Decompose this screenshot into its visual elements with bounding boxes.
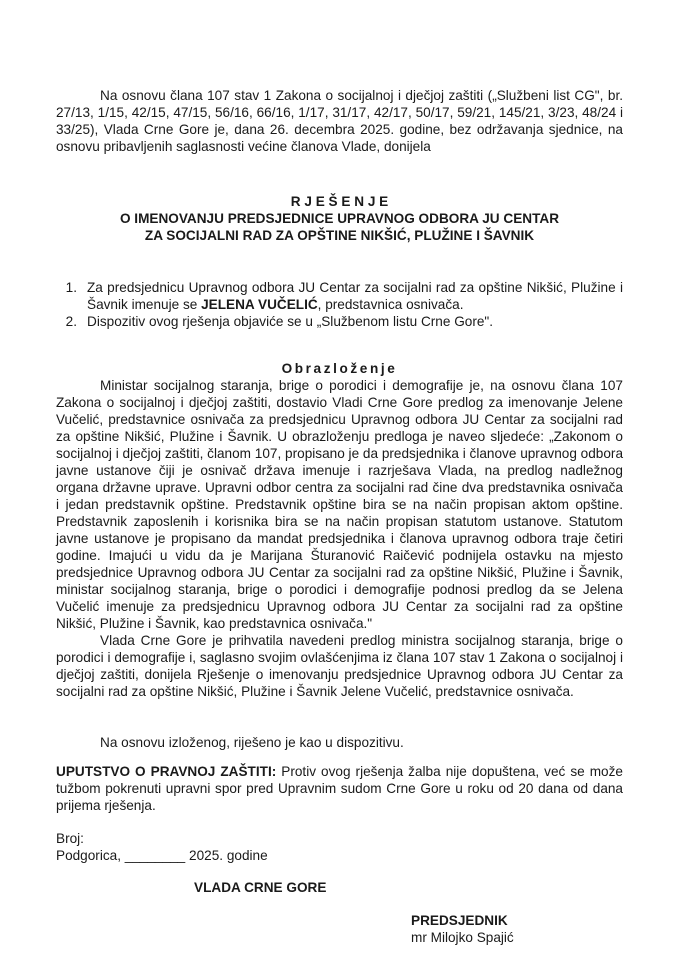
reasoning-paragraph-2: Vlada Crne Gore je prihvatila navedeni predlog ministra socijalnog staranja, brige o porodici i demografije i, saglasno svojim ovlašćenjima iz člana 107 stav 1 Zakona o socijalnoj i dječjoj zaštiti, donijela Rješenje o imenovanju predsjednice Upravnog odbora JU Centar za socijalni rad za opštine Nikšić, Plužine i Šavnik Jelene Vučelić, predstavnice osnivača. — [56, 633, 623, 699]
dispositive-list — [56, 279, 623, 330]
document-number-label: Broj: — [56, 831, 84, 846]
reasoning-paragraph-1: Ministar socijalnog staranja, brige o porodici i demografije je, na osnovu člana 107 Zakona o socijalnoj i dječjoj zaštiti, dostavio Vladi Crne Gore predlog za imenovanje Jelene Vučelić, predstavnice osnivača za predsjednicu Upravnog odbora JU Centar za socijalni rad za opštine Nikšić, Plužine i Šavnik. U obrazloženju predloga je naveo sljedeće: „Zakonom o socijalnoj i dječjoj zaštiti, članom 107, propisano je da predsjednika i članove upravnog odbora javne ustanove čiji je osnivač država imenuje i razrješava Vlada, na predlog nadležnog organa državne uprave. Upravni odbor centra za socijalni rad čine dva predstavnika osnivača i jedan predstavnik opštine. Predstavnik opštine bira se na način propisan aktom opštine. Predstavnik zaposlenih i korisnika bira se na način propisan statutom ustanove. Statutom javne ustanove je propisano da mandat predsjednika i članova upravnog odbora traje četiri godine. Imajući u vidu da je Marijana Šturanović Raičević podnijela ostavku na mjesto predsjednice Upravnog odbora JU Centar za socijalni rad za opštine Nikšić, Plužine i Šavnik, ministar socijalnog staranja, brige o porodici i demografije podnosi predlog da se Jelena Vučelić imenuje za predsjednicu Upravnog odbora JU Centar za socijalni rad za opštine Nikšić, Plužine i Šavnik, kao predstavnica osnivača." — [56, 378, 623, 631]
title-line-3: ZA SOCIJALNI RAD ZA OPŠTINE NIKŠIĆ, PLUŽINE I ŠAVNIK — [144, 228, 535, 243]
title-line-1: R J E Š E N J E — [290, 194, 389, 209]
dispositive-item-1: 1. Za predsjednicu Upravnog odbora JU Centar za socijalni rad za opštine Nikšić, Plužine i Šavnik imenuje se JELENA VUČELIĆ, predstavnica osnivača. — [65, 280, 623, 312]
legal-remedy-label: UPUTSTVO O PRAVNOJ ZAŠTITI: — [56, 764, 277, 779]
title-line-2: O IMENOVANJU PREDSJEDNICE UPRAVNOG ODBORA JU CENTAR — [119, 211, 560, 226]
signatory-name: mr Milojko Spajić — [411, 930, 514, 945]
item-number: 1. — [65, 280, 77, 295]
issuing-authority: VLADA CRNE GORE — [194, 880, 327, 895]
reasoning-heading: Obrazloženje — [281, 360, 398, 376]
dispositive-item-2: 2. Dispozitiv ovog rješenja objaviće se u „Službenom listu Crne Gore". — [65, 314, 494, 329]
appointee-name: JELENA VUČELIĆ — [201, 297, 318, 312]
place-and-date: Podgorica, ________ 2025. godine — [56, 848, 268, 863]
preamble-paragraph: Na osnovu člana 107 stav 1 Zakona o socijalnoj i dječjoj zaštiti („Službeni list CG", br. 27/13, 1/15, 42/15, 47/15, 56/16, 66/16, 1/17, 31/17, 42/17, 50/17, 59/21, 145/21, 3/23, 48/24 i 33/25), Vlada Crne Gore je, dana 26. decembra 2025. godine, bez održavanja sjednice, na osnovu pribavljenih saglasnosti većine članova Vlade, donijela — [56, 88, 623, 154]
reasoning-paragraph-3: Na osnovu izloženog, riješeno je kao u dispozitivu. — [100, 735, 404, 750]
signatory-title: PREDSJEDNIK — [411, 913, 508, 928]
legal-remedy-text: Protiv ovog rješenja žalba nije dopuštena, već se može tužbom pokrenuti upravni spor pred Upravnim sudom Crne Gore u roku od 20 dana od dana prijema rješenja. — [56, 764, 623, 813]
legal-remedy-paragraph — [56, 763, 623, 814]
decision-title — [56, 193, 623, 244]
item-number: 2. — [65, 314, 77, 329]
